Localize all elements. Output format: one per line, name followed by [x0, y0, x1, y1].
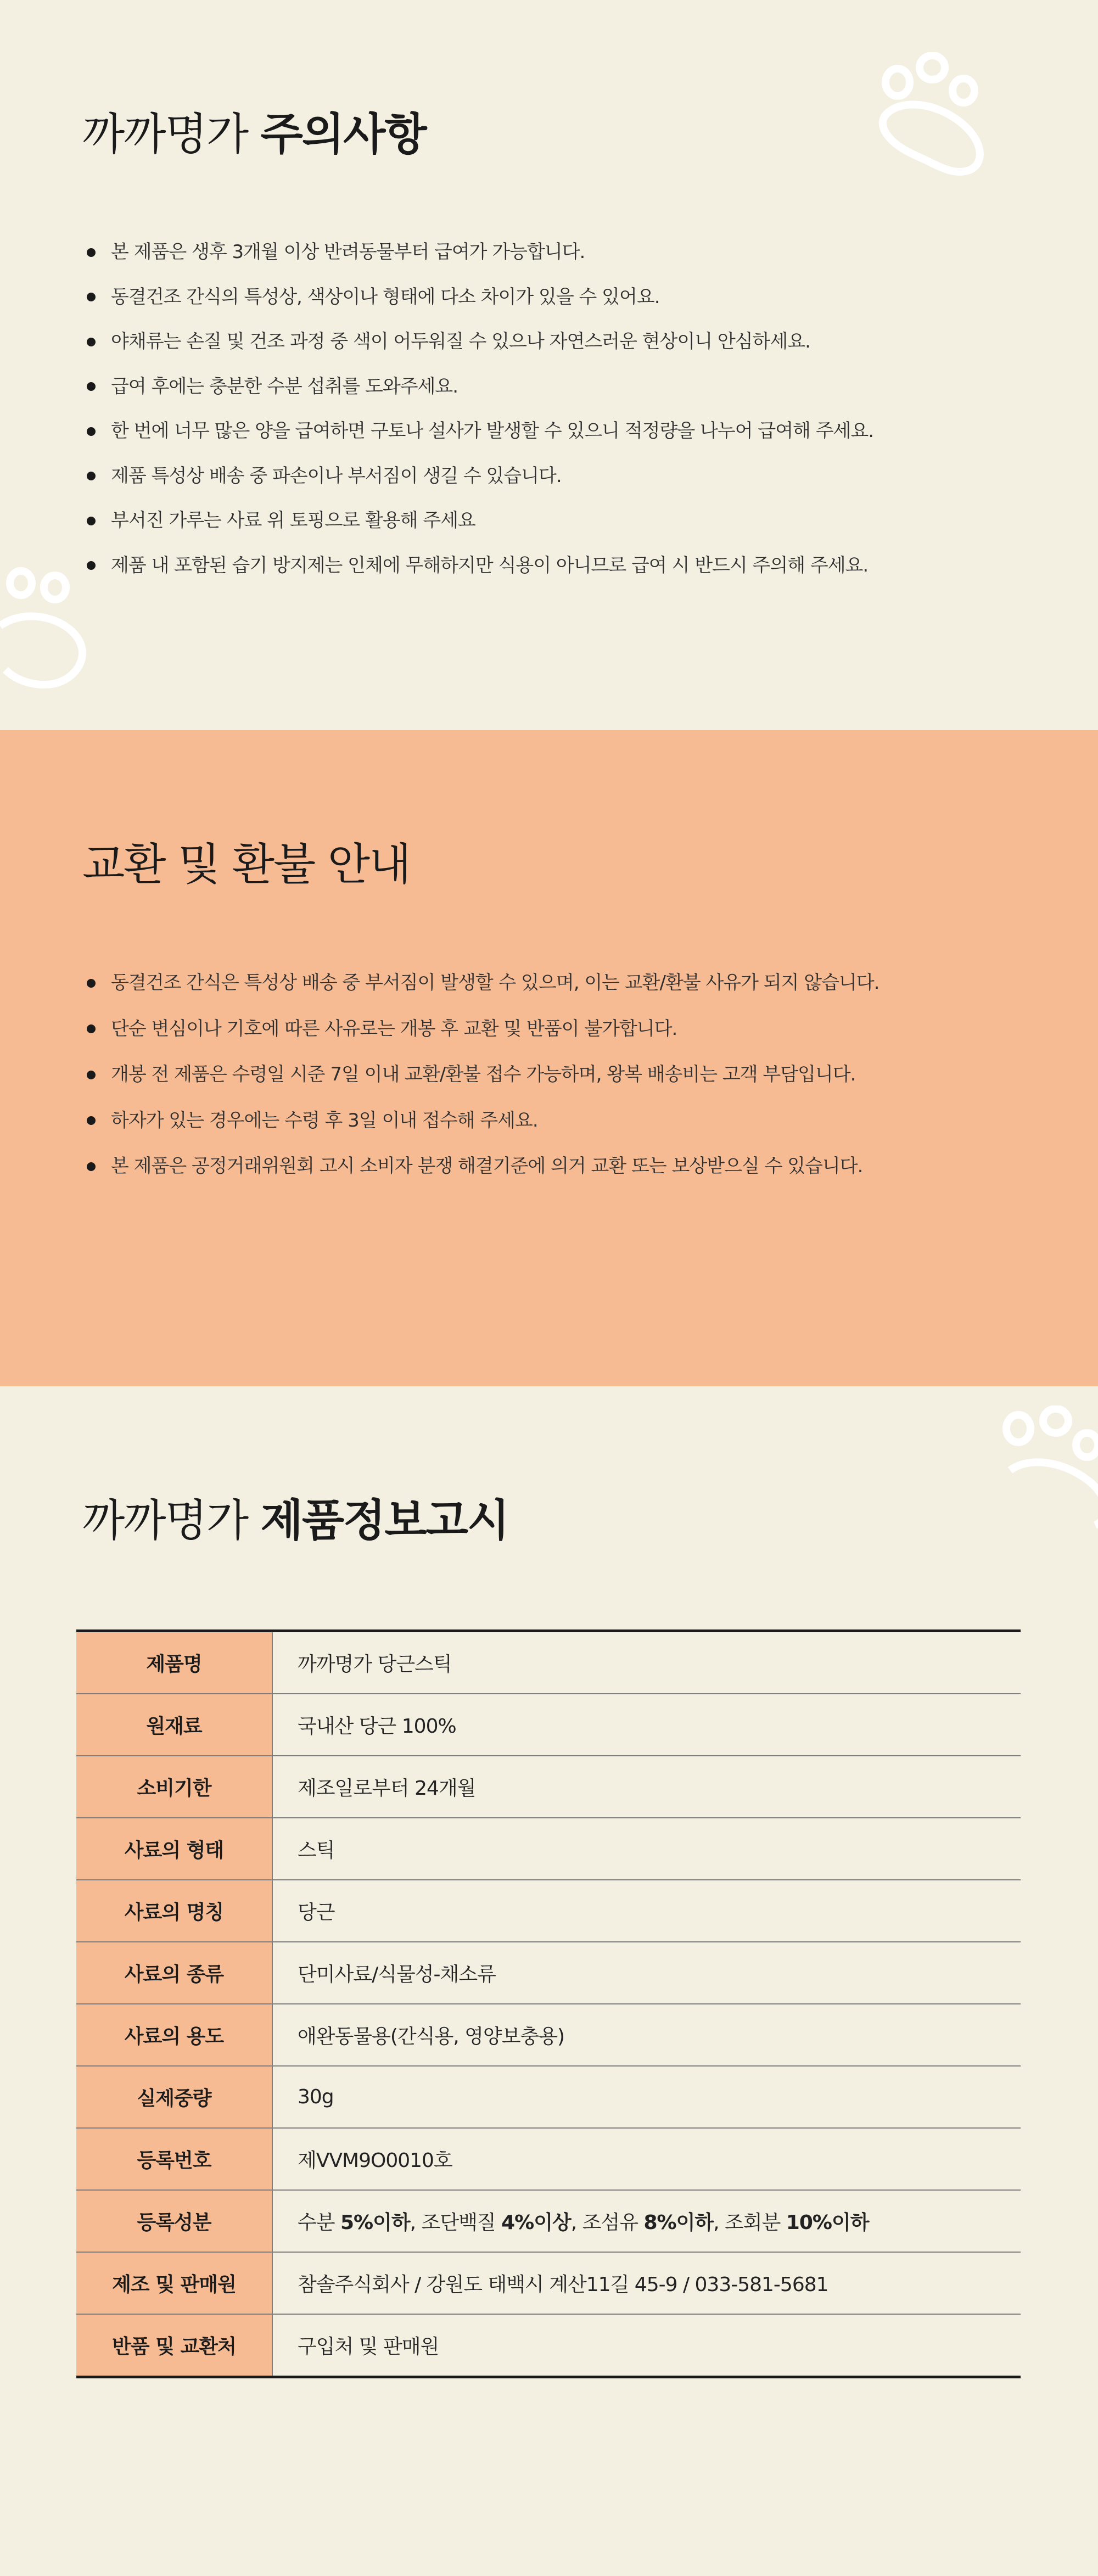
row-value: 까까명가 당근스틱 [272, 1631, 1021, 1694]
list-item: 하자가 있는 경우에는 수령 후 3일 이내 접수해 주세요. [82, 1098, 879, 1144]
row-label: 사료의 명칭 [76, 1880, 272, 1942]
row-label: 사료의 형태 [76, 1818, 272, 1880]
row-label: 제품명 [76, 1631, 272, 1694]
table-row [76, 2190, 1021, 2252]
table-row [76, 2314, 1021, 2377]
list-item: 야채류는 손질 및 건조 과정 중 색이 어두워질 수 있으나 자연스러운 현상이니 안심하세요. [82, 320, 873, 365]
value-text: 수분 [298, 2211, 340, 2234]
row-label: 반품 및 교환처 [76, 2314, 272, 2377]
table-row [76, 2252, 1021, 2314]
row-label: 제조 및 판매원 [76, 2252, 272, 2314]
list-item: 제품 내 포함된 습기 방지제는 인체에 무해하지만 식용이 아니므로 급여 시 반드시 주의해 주세요. [82, 544, 873, 589]
table-row [76, 1694, 1021, 1756]
product-info-table [76, 1629, 1021, 2378]
value-text: , 조단백질 [410, 2211, 502, 2234]
table-row [76, 2066, 1021, 2128]
caution-section [0, 0, 1098, 730]
list-item: 동결건조 간식의 특성상, 색상이나 형태에 다소 차이가 있을 수 있어요. [82, 275, 873, 320]
refund-list [82, 960, 879, 1190]
row-value: 단미사료/식물성-채소류 [272, 1942, 1021, 2004]
value-emphasis: 8%이하 [643, 2211, 714, 2234]
row-value [272, 2190, 1021, 2252]
product-info-title: 까까명가 제품정보고시 [82, 1495, 509, 1546]
list-item: 한 번에 너무 많은 양을 급여하면 구토나 설사가 발생할 수 있으니 적정량을 나누어 급여해 주세요. [82, 409, 873, 454]
row-value: 제조일로부터 24개월 [272, 1756, 1021, 1818]
list-item: 본 제품은 생후 3개월 이상 반려동물부터 급여가 가능합니다. [82, 230, 873, 275]
row-value: 30g [272, 2066, 1021, 2128]
list-item: 단순 변심이나 기호에 따른 사유로는 개봉 후 교환 및 반품이 불가합니다. [82, 1006, 879, 1052]
row-value: 애완동물용(간식용, 영양보충용) [272, 2004, 1021, 2066]
paw-print-icon [996, 1405, 1098, 1532]
table-row [76, 1880, 1021, 1942]
table-row [76, 1631, 1021, 1694]
table-row [76, 1818, 1021, 1880]
list-item: 부서진 가루는 사료 위 토핑으로 활용해 주세요 [82, 499, 873, 544]
table-row [76, 1942, 1021, 2004]
row-value: 참솔주식회사 / 강원도 태백시 계산11길 45-9 / 033-581-5681 [272, 2252, 1021, 2314]
list-item: 제품 특성상 배송 중 파손이나 부서짐이 생길 수 있습니다. [82, 454, 873, 499]
row-label: 실제중량 [76, 2066, 272, 2128]
value-text: , 조회분 [713, 2211, 786, 2234]
row-label: 등록성분 [76, 2190, 272, 2252]
caution-title: 까까명가 주의사항 [82, 109, 426, 160]
row-label: 등록번호 [76, 2128, 272, 2190]
row-label: 소비기한 [76, 1756, 272, 1818]
row-value: 당근 [272, 1880, 1021, 1942]
value-text: , 조섬유 [570, 2211, 644, 2234]
row-value: 국내산 당근 100% [272, 1694, 1021, 1756]
table-row [76, 1756, 1021, 1818]
value-emphasis: 10%이하 [786, 2211, 869, 2234]
list-item: 본 제품은 공정거래위원회 고시 소비자 분쟁 해결기준에 의거 교환 또는 보상받으실 수 있습니다. [82, 1144, 879, 1190]
paw-print-icon [873, 52, 1016, 178]
product-info-section [0, 1386, 1098, 2576]
value-emphasis: 5%이하 [340, 2211, 410, 2234]
row-label: 사료의 용도 [76, 2004, 272, 2066]
row-value: 스틱 [272, 1818, 1021, 1880]
row-value: 구입처 및 판매원 [272, 2314, 1021, 2377]
row-label: 사료의 종류 [76, 1942, 272, 2004]
refund-title: 교환 및 환불 안내 [82, 839, 411, 890]
caution-list [82, 230, 873, 588]
list-item: 급여 후에는 충분한 수분 섭취를 도와주세요. [82, 365, 873, 410]
refund-section [0, 730, 1098, 1386]
value-emphasis: 4%이상 [501, 2211, 571, 2234]
table-row [76, 2004, 1021, 2066]
list-item: 개봉 전 제품은 수령일 시준 7일 이내 교환/환불 접수 가능하며, 왕복 배송비는 고객 부담입니다. [82, 1052, 879, 1098]
list-item: 동결건조 간식은 특성상 배송 중 부서짐이 발생할 수 있으며, 이는 교환/환불 사유가 되지 않습니다. [82, 960, 879, 1006]
row-value: 제VVM9O0010호 [272, 2128, 1021, 2190]
row-label: 원재료 [76, 1694, 272, 1756]
table-row [76, 2128, 1021, 2190]
